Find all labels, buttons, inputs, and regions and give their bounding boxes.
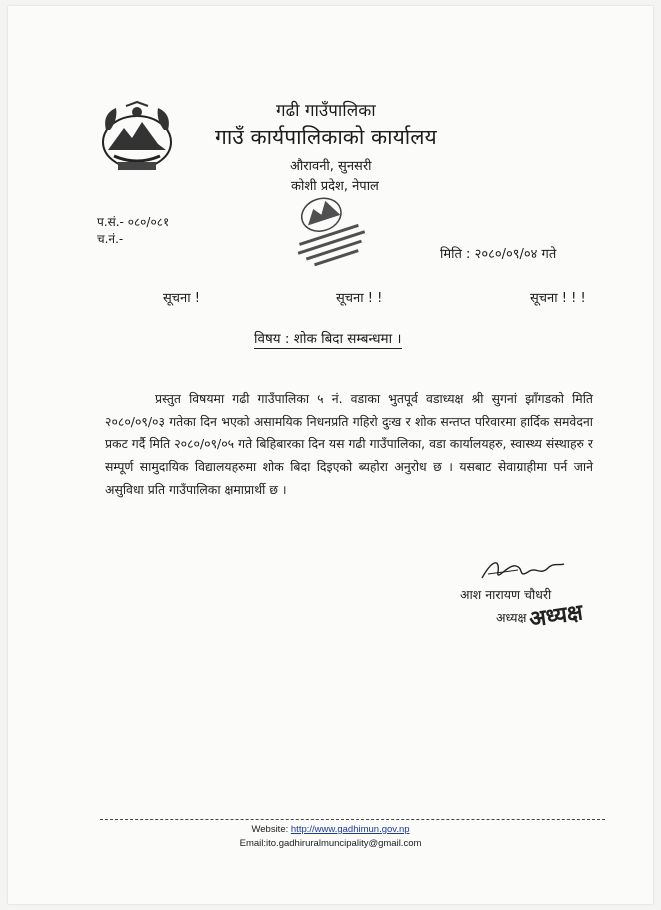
office-name: गाउँ कार्यपालिकाको कार्यालय [215,125,437,149]
notice-heading-2: सूचना ! ! [336,291,383,306]
website-label: Website: [251,824,289,835]
email-label: Email: [239,838,267,849]
footer-divider [100,819,605,820]
post-stamp: अध्यक्ष [527,600,585,633]
nepal-emblem-icon [96,100,178,176]
website-link[interactable]: http://www.gadhimun.gov.np [290,824,410,835]
letter-page [8,6,653,904]
letter-subject: विषय : शोक बिदा सम्बन्धमा । [254,331,402,347]
footer-email [8,838,653,849]
letter-body: प्रस्तुत विषयमा गढी गाउँपालिका ५ नं. वडाका भुतपूर्व वडाध्यक्ष श्री सुगनां झाँगडको मिति २०८०/०९/०३ गतेका दिन भएको असामयिक निधनप्रति गहिरो दुःख र शोक सन्तप्त परिवारमा हार्दिक समवेदना प्रकट गर्दै मिति २०८०/०९/०५ गते बिहिबारका दिन यस गढी गाउँपालिका, वडा कार्यालयहरु, स्वास्थ्य संस्थाहरु र सम्पूर्ण सामुदायिक विद्यालयहरुमा शोक बिदा दिइएको ब्यहोरा अनुरोध छ । यसबाट सेवाग्राहीमा पर्न जाने असुविधा प्रति गाउँपालिका क्षमाप्रार्थी छ । [105,391,593,497]
notice-heading-3: सूचना ! ! ! [530,291,586,306]
municipality-name: गढी गाउँपालिका [276,101,376,121]
reference-number: प.सं.- ०८०/०८१ [97,215,170,229]
office-stamp-icon [278,184,374,274]
footer-website [8,824,653,835]
email-address[interactable]: ito.gadhiruralmuncipality@gmail.com [266,838,422,849]
notice-heading-1: सूचना ! [163,291,200,306]
signature-icon [478,554,568,586]
dispatch-number: च.नं.- [97,232,124,246]
office-address: औरावनी, सुनसरी [290,159,372,174]
office-province: कोशी प्रदेश, नेपाल [291,179,379,194]
signatory-name: आश नारायण चौधरी [460,587,552,602]
signatory-post: अध्यक्ष [496,610,527,625]
letter-date: मिति : २०८०/०९/०४ गते [440,247,557,262]
